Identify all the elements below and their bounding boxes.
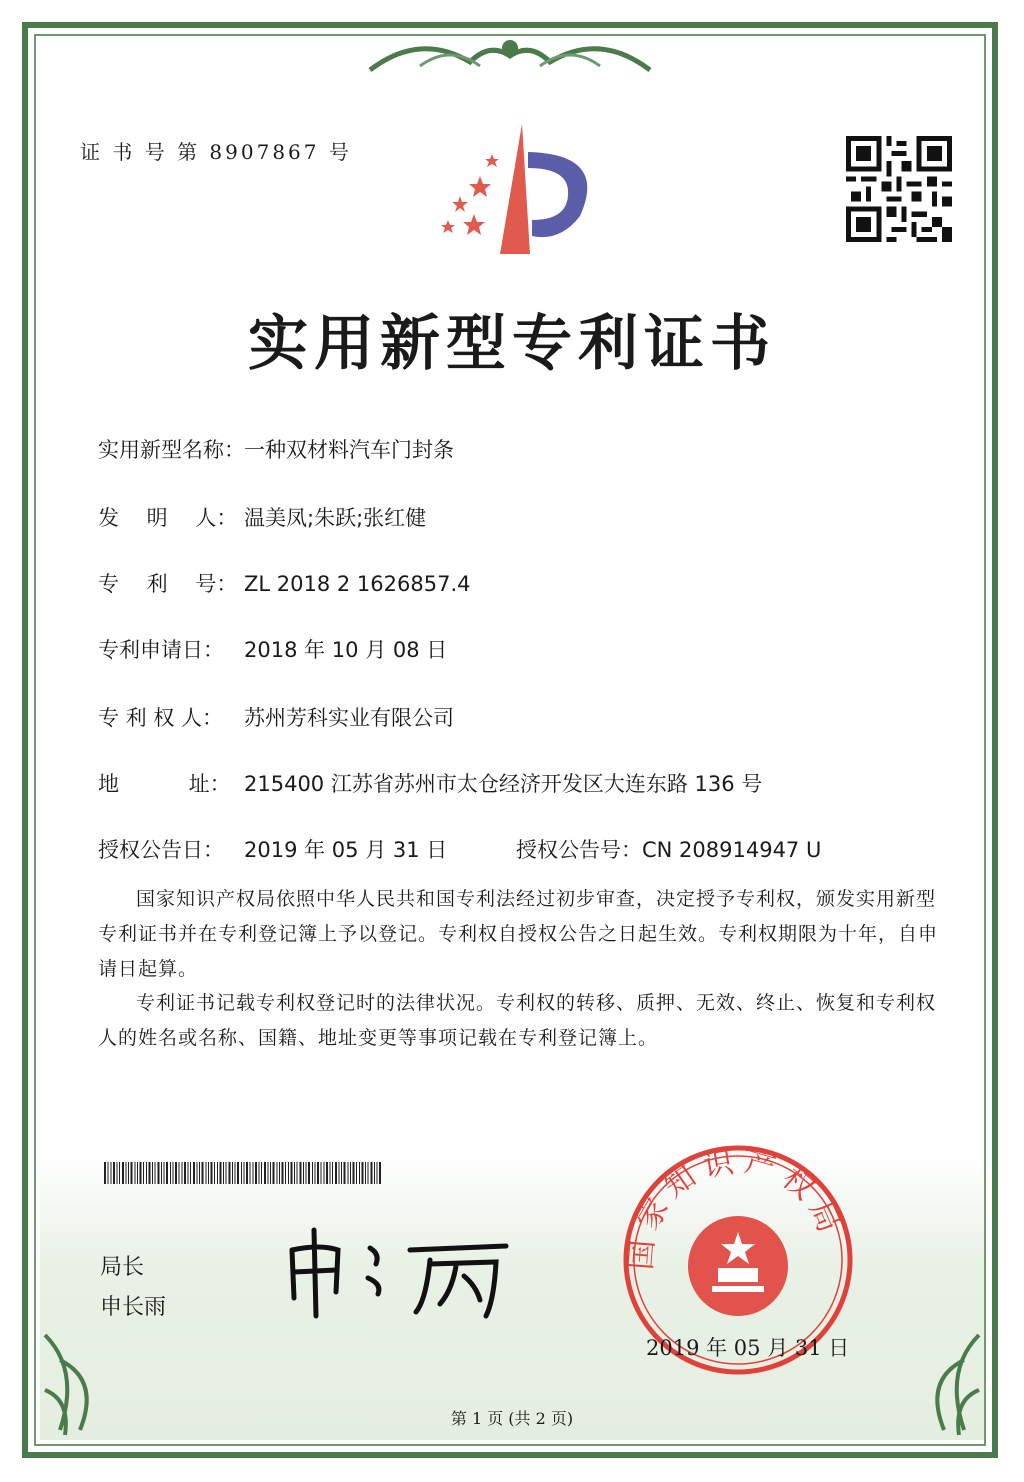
qr-code-icon — [846, 136, 952, 242]
field-value: 苏州芳科实业有限公司 — [244, 706, 454, 730]
field-value: 2019 年 05 月 31 日 — [244, 838, 448, 862]
signature-icon — [280, 1220, 520, 1320]
field-patent-number — [98, 568, 470, 598]
field-value: CN 208914947 U — [642, 838, 822, 862]
field-label: 专 利 权 人： — [98, 706, 224, 730]
director-name: 申长雨 — [100, 1295, 167, 1320]
field-publication-number — [516, 834, 821, 864]
field-label: 授权公告日： — [98, 838, 224, 862]
field-label: 专利申请日： — [98, 638, 224, 662]
field-utility-model-name — [98, 434, 454, 464]
field-value: 温美凤;朱跃;张红健 — [244, 506, 427, 530]
ornament-top-icon — [360, 22, 660, 78]
seal-text: 国家知识产权局 — [623, 1143, 850, 1272]
director-title: 局长 — [100, 1255, 145, 1280]
field-value: ZL 2018 2 1626857.4 — [244, 572, 471, 596]
field-grant-date — [98, 834, 447, 864]
field-label: 地 址： — [98, 772, 231, 796]
page-number: 第 1 页 (共 2 页) — [450, 1409, 574, 1428]
barcode-icon — [104, 1162, 382, 1184]
field-application-date — [98, 634, 447, 664]
field-label: 发 明 人： — [98, 506, 238, 530]
field-address — [98, 768, 762, 798]
paragraph-legal-status: 专利证书记载专利权登记时的法律状况。专利权的转移、质押、无效、终止、恢复和专利权人的姓名或名称、国籍、地址变更等事项记载在专利登记簿上。 — [98, 992, 937, 1049]
paragraph-grant-statement: 国家知识产权局依照中华人民共和国专利法经过初步审查，决定授予专利权，颁发实用新型专利证书并在专利登记簿上予以登记。专利权自授权公告之日起生效。专利权期限为十年，自申请日起算。 — [98, 888, 939, 980]
certificate-title: 实用新型专利证书 — [248, 309, 776, 379]
field-value: 2018 年 10 月 08 日 — [244, 638, 448, 662]
field-label: 实用新型名称： — [98, 438, 245, 462]
patent-office-logo-icon — [430, 124, 610, 264]
field-inventors — [98, 502, 426, 532]
seal-date: 2019 年 05 月 31 日 — [646, 1336, 850, 1360]
certificate-number: 证 书 号 第 8907867 号 — [80, 140, 352, 164]
field-value: 一种双材料汽车门封条 — [244, 438, 454, 462]
field-label: 专 利 号： — [98, 572, 238, 596]
field-patentee — [98, 702, 454, 732]
field-label: 授权公告号： — [516, 838, 642, 862]
field-value: 215400 江苏省苏州市太仓经济开发区大连东路 136 号 — [244, 772, 763, 796]
